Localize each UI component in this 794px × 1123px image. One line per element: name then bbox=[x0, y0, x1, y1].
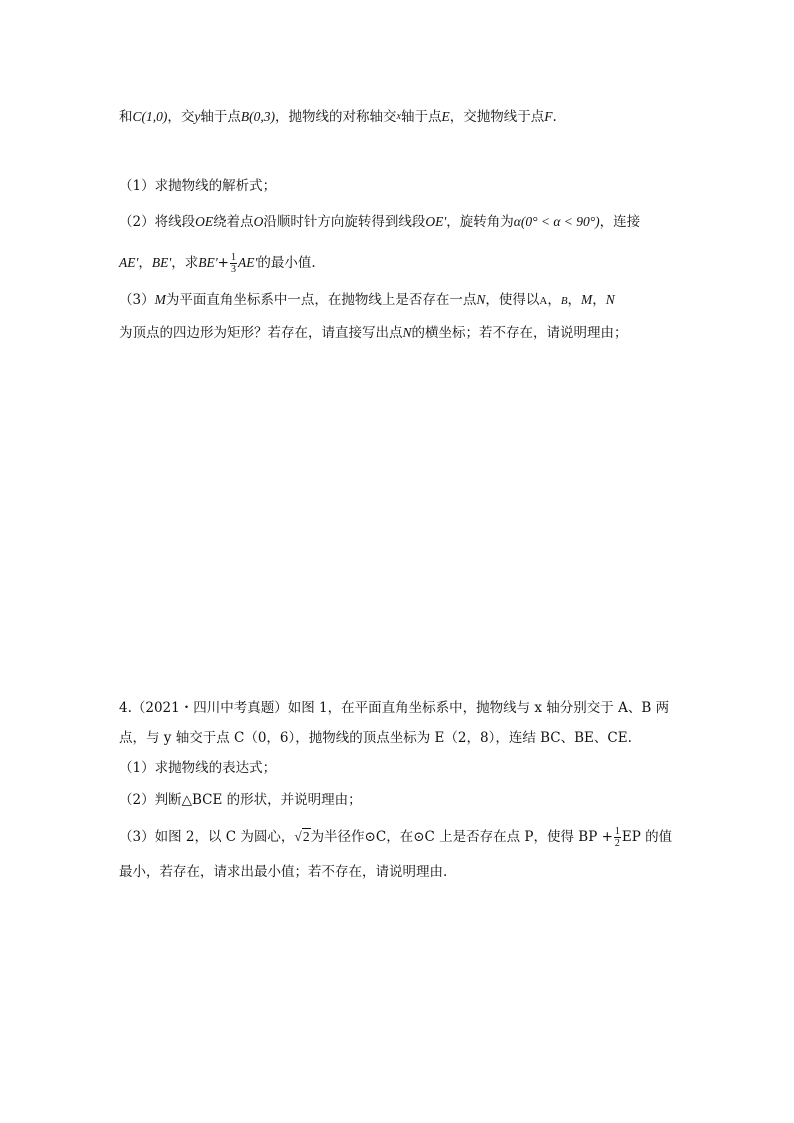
sqrt-symbol: √ bbox=[294, 829, 302, 844]
point-o: O bbox=[253, 214, 264, 229]
segment-ae-prime: AE' bbox=[119, 255, 139, 270]
text: ，旋转角为 bbox=[446, 214, 514, 230]
text: 轴于点 bbox=[400, 109, 442, 125]
text: 点，与 y 轴交于点 C（0，6），抛物线的顶点坐标为 E（2，8），连结 BC、BE、CE. bbox=[119, 730, 632, 746]
point-f: F bbox=[544, 109, 553, 124]
p4-question-2 bbox=[119, 790, 362, 810]
p3-question-2-cont bbox=[119, 252, 316, 275]
denominator: 2 bbox=[614, 838, 620, 849]
numerator: 1 bbox=[230, 252, 236, 263]
p3-question-1 bbox=[119, 176, 276, 196]
text: （2）将线段 bbox=[119, 214, 196, 230]
p3-condition-line bbox=[119, 107, 557, 127]
point-m: M bbox=[154, 292, 166, 307]
point-b: B bbox=[560, 295, 568, 307]
text: ，求 bbox=[171, 255, 199, 271]
point-n: N bbox=[605, 292, 615, 307]
numerator: 1 bbox=[614, 826, 620, 837]
text: 的横坐标；若不存在，请说明理由； bbox=[411, 325, 628, 341]
text: ， bbox=[592, 292, 606, 308]
fraction-one-half bbox=[614, 826, 621, 849]
text: ， bbox=[138, 255, 152, 271]
segment-oe: OE bbox=[195, 214, 214, 229]
sqrt-two bbox=[294, 827, 310, 847]
text: （2）判断△BCE 的形状，并说明理由； bbox=[119, 792, 362, 808]
fraction-one-third bbox=[230, 252, 237, 275]
text: . bbox=[552, 109, 557, 125]
text: ，交 bbox=[167, 109, 195, 125]
text: ，使得以 bbox=[485, 292, 540, 308]
point-b: B(0,3) bbox=[240, 109, 275, 124]
p3-question-3-cont bbox=[119, 323, 628, 343]
text: ， bbox=[547, 292, 561, 308]
text: ，抛物线的对称轴交 bbox=[275, 109, 397, 125]
segment-ae-prime: AE' bbox=[237, 255, 258, 270]
x-var: x bbox=[396, 111, 401, 122]
text: 4.（2021・四川中考真题）如图 1，在平面直角坐标系中，抛物线与 x 轴分别交于 A、B 两 bbox=[119, 700, 670, 716]
p3-question-2 bbox=[119, 212, 640, 232]
segment-be-prime: BE' bbox=[151, 255, 172, 270]
p4-question-1 bbox=[119, 758, 276, 778]
text: ，交抛物线于点 bbox=[449, 109, 545, 125]
text: EP 的值 bbox=[621, 829, 673, 845]
text: 绕着点 bbox=[213, 214, 254, 230]
text: （3） bbox=[119, 292, 155, 308]
text: （1）求抛物线的解析式； bbox=[119, 178, 277, 194]
p3-question-3 bbox=[119, 290, 615, 311]
text: （1）求抛物线的表达式； bbox=[119, 760, 277, 776]
radicand: 2 bbox=[302, 829, 310, 844]
text: 沿顺时针方向旋转得到线段 bbox=[263, 214, 426, 230]
point-n: N bbox=[402, 325, 412, 340]
text: 为平面直角坐标系中一点，在抛物线上是否存在一点 bbox=[165, 292, 477, 308]
segment-oe-prime: OE' bbox=[425, 214, 447, 229]
point-e: E bbox=[441, 109, 450, 124]
p4-stem-line-2 bbox=[119, 728, 632, 748]
point-c: C(1,0) bbox=[132, 109, 168, 124]
y-var: y bbox=[194, 109, 201, 124]
point-m: M bbox=[581, 292, 593, 307]
text: 为半径作⊙C，在⊙C 上是否存在点 P，使得 BP + bbox=[310, 829, 613, 845]
p4-stem-line-1 bbox=[119, 698, 669, 718]
p4-question-3-cont bbox=[119, 862, 447, 882]
point-n: N bbox=[476, 292, 486, 307]
rotation-angle: α(0° < α < 90°) bbox=[513, 214, 600, 229]
plus-sign: + bbox=[217, 255, 229, 271]
text: 最小，若存在，请求出最小值；若不存在，请说明理由. bbox=[119, 864, 448, 880]
text: ， bbox=[567, 292, 582, 308]
segment-be-prime: BE' bbox=[198, 255, 218, 270]
text: 的最小值. bbox=[257, 255, 316, 271]
text: 和 bbox=[119, 109, 133, 125]
point-a: A bbox=[539, 295, 548, 307]
denominator: 3 bbox=[230, 264, 236, 275]
p4-question-3 bbox=[119, 826, 672, 849]
text: 为顶点的四边形为矩形？若存在，请直接写出点 bbox=[119, 325, 403, 341]
text: ，连接 bbox=[599, 214, 641, 230]
text: 轴于点 bbox=[200, 109, 241, 125]
text: （3）如图 2，以 C 为圆心， bbox=[119, 829, 295, 845]
